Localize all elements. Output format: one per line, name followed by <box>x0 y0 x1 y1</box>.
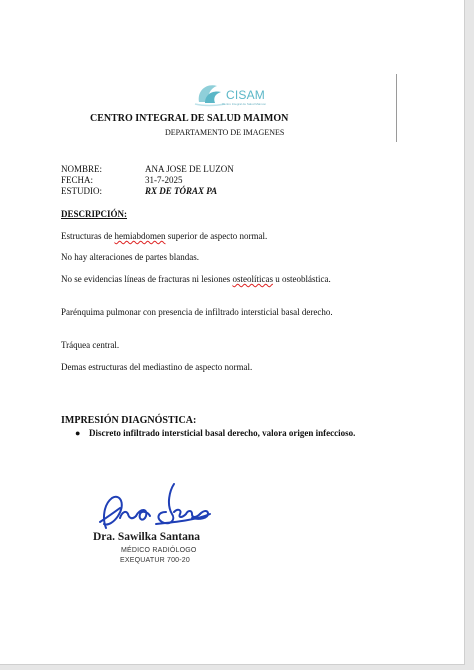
impression-list <box>61 428 371 439</box>
doctor-title: MÉDICO RADIÓLOGO <box>121 547 197 554</box>
study-value: RX DE TÓRAX PA <box>145 186 218 196</box>
date-label: FECHA: <box>61 175 94 185</box>
signature-image <box>96 478 214 534</box>
doctor-name: Dra. Sawilka Santana <box>93 531 201 543</box>
impression-item <box>61 428 371 439</box>
patient-name-value: ANA JOSE DE LUZON <box>145 164 234 174</box>
finding-1-text-a: Estructuras de <box>61 231 115 241</box>
study-label: ESTUDIO: <box>61 186 102 196</box>
patient-name-label: NOMBRE: <box>61 164 103 174</box>
department-name: DEPARTAMENTO DE IMAGENES <box>165 128 285 137</box>
finding-paragraph-2: No hay alteraciones de partes blandas. <box>61 252 199 262</box>
finding-paragraph-6: Demas estructuras del mediastino de aspecto normal. <box>61 362 253 372</box>
description-heading: DESCRIPCIÓN: <box>61 209 128 219</box>
logo-subtitle: Centro Integral de Salud Maimon <box>222 102 267 106</box>
margin-guide-line <box>396 74 397 142</box>
doctor-exequatur: EXEQUATUR 700-20 <box>120 557 190 564</box>
logo-wordmark: CISAM <box>226 88 266 102</box>
finding-1-misspelled-word: hemiabdomen <box>114 231 166 241</box>
finding-paragraph-4: Parénquima pulmonar con presencia de infiltrado intersticial basal derecho. <box>61 307 333 317</box>
finding-paragraph-3 <box>61 274 381 285</box>
finding-3-text-b: u osteoblástica. <box>272 274 331 284</box>
impression-item-text: Discreto infiltrado intersticial basal derecho, valora origen infeccioso. <box>89 428 356 438</box>
finding-paragraph-5: Tráquea central. <box>61 340 120 350</box>
finding-paragraph-1 <box>61 231 381 242</box>
finding-1-text-b: superior de aspecto normal. <box>165 231 268 241</box>
impression-heading: IMPRESIÓN DIAGNÓSTICA: <box>61 415 197 426</box>
date-value: 31-7-2025 <box>145 175 183 185</box>
bullet-icon: ● <box>75 428 81 438</box>
center-name: CENTRO INTEGRAL DE SALUD MAIMON <box>90 113 289 124</box>
finding-3-misspelled-word: osteolíticas <box>232 274 273 284</box>
finding-3-text-a: No se evidencias líneas de fracturas ni lesiones <box>61 274 233 284</box>
